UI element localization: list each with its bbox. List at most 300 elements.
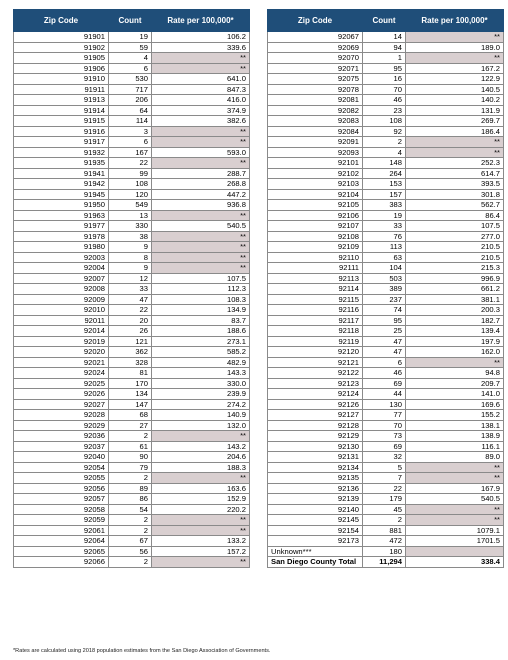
left-table-body bbox=[14, 32, 250, 568]
rate-cell: 1701.5 bbox=[406, 536, 504, 547]
count-cell: 6 bbox=[363, 357, 406, 368]
rate-header: Rate per 100,000* bbox=[406, 10, 504, 32]
count-cell: 180 bbox=[363, 546, 406, 557]
rate-cell: ** bbox=[152, 473, 250, 484]
table-row bbox=[14, 105, 250, 116]
zip-cell: 92108 bbox=[268, 231, 363, 242]
rate-cell: 107.5 bbox=[152, 273, 250, 284]
table-row bbox=[268, 137, 504, 148]
count-cell: 94 bbox=[363, 42, 406, 53]
table-row bbox=[14, 179, 250, 190]
zip-cell: 92154 bbox=[268, 525, 363, 536]
count-cell: 63 bbox=[363, 252, 406, 263]
count-cell: 264 bbox=[363, 168, 406, 179]
zip-cell: 91915 bbox=[14, 116, 109, 127]
table-row bbox=[14, 378, 250, 389]
zip-cell: 92084 bbox=[268, 126, 363, 137]
count-cell: 2 bbox=[109, 525, 152, 536]
table-row bbox=[14, 431, 250, 442]
count-cell: 47 bbox=[363, 347, 406, 358]
count-cell: 717 bbox=[109, 84, 152, 95]
zip-cell: 92129 bbox=[268, 431, 363, 442]
zip-cell: 92093 bbox=[268, 147, 363, 158]
rate-cell: 106.2 bbox=[152, 32, 250, 43]
count-header: Count bbox=[363, 10, 406, 32]
table-row bbox=[268, 410, 504, 421]
table-row bbox=[14, 441, 250, 452]
table-row bbox=[268, 147, 504, 158]
table-row bbox=[268, 126, 504, 137]
rate-cell: 157.2 bbox=[152, 546, 250, 557]
rate-cell: 540.5 bbox=[406, 494, 504, 505]
zip-cell: 92134 bbox=[268, 462, 363, 473]
rate-cell: ** bbox=[152, 158, 250, 169]
zip-cell: 92123 bbox=[268, 378, 363, 389]
rate-cell: 132.0 bbox=[152, 420, 250, 431]
count-cell: 79 bbox=[109, 462, 152, 473]
table-row bbox=[268, 273, 504, 284]
zip-header: Zip Code bbox=[14, 10, 109, 32]
table-row bbox=[268, 378, 504, 389]
count-cell: 19 bbox=[363, 210, 406, 221]
zip-cell: 92104 bbox=[268, 189, 363, 200]
zip-cell: 91914 bbox=[14, 105, 109, 116]
table-row bbox=[268, 221, 504, 232]
rate-cell: 140.9 bbox=[152, 410, 250, 421]
zip-cell: 92082 bbox=[268, 105, 363, 116]
rate-cell: 139.4 bbox=[406, 326, 504, 337]
rate-cell: ** bbox=[406, 32, 504, 43]
zip-cell: 92107 bbox=[268, 221, 363, 232]
rate-cell: 188.3 bbox=[152, 462, 250, 473]
table-row bbox=[268, 74, 504, 85]
zip-cell: 92004 bbox=[14, 263, 109, 274]
table-row bbox=[14, 294, 250, 305]
zip-cell: 91941 bbox=[14, 168, 109, 179]
count-cell: 44 bbox=[363, 389, 406, 400]
rate-cell: 215.3 bbox=[406, 263, 504, 274]
table-row bbox=[14, 147, 250, 158]
table-row bbox=[14, 53, 250, 64]
count-cell: 22 bbox=[363, 483, 406, 494]
table-row bbox=[268, 168, 504, 179]
count-cell: 148 bbox=[363, 158, 406, 169]
table-row bbox=[268, 242, 504, 253]
zip-cell: 92091 bbox=[268, 137, 363, 148]
table-row bbox=[14, 410, 250, 421]
zip-cell: 92056 bbox=[14, 483, 109, 494]
zip-cell: 92106 bbox=[268, 210, 363, 221]
table-row bbox=[268, 389, 504, 400]
total-rate: 338.4 bbox=[406, 557, 504, 568]
count-cell: 383 bbox=[363, 200, 406, 211]
table-row bbox=[268, 473, 504, 484]
count-cell: 549 bbox=[109, 200, 152, 211]
count-cell: 73 bbox=[363, 431, 406, 442]
count-cell: 3 bbox=[109, 126, 152, 137]
table-row bbox=[14, 483, 250, 494]
rate-cell: 996.9 bbox=[406, 273, 504, 284]
count-cell: 5 bbox=[363, 462, 406, 473]
rate-cell: 94.8 bbox=[406, 368, 504, 379]
rate-cell: 661.2 bbox=[406, 284, 504, 295]
zip-cell: 92025 bbox=[14, 378, 109, 389]
zip-cell: 92020 bbox=[14, 347, 109, 358]
table-row bbox=[268, 326, 504, 337]
rate-cell: 936.8 bbox=[152, 200, 250, 211]
count-cell: 38 bbox=[109, 231, 152, 242]
zip-cell: 91978 bbox=[14, 231, 109, 242]
count-cell: 881 bbox=[363, 525, 406, 536]
zip-cell: 92037 bbox=[14, 441, 109, 452]
count-cell: 6 bbox=[109, 137, 152, 148]
count-cell: 67 bbox=[109, 536, 152, 547]
count-cell: 2 bbox=[109, 515, 152, 526]
count-cell: 9 bbox=[109, 242, 152, 253]
zip-cell: 92173 bbox=[268, 536, 363, 547]
rate-cell: 252.3 bbox=[406, 158, 504, 169]
rate-cell: 122.9 bbox=[406, 74, 504, 85]
rate-cell: 152.9 bbox=[152, 494, 250, 505]
count-cell: 2 bbox=[363, 137, 406, 148]
table-row bbox=[14, 504, 250, 515]
rate-cell: ** bbox=[152, 263, 250, 274]
zip-cell: 92011 bbox=[14, 315, 109, 326]
zip-cell: 92029 bbox=[14, 420, 109, 431]
zip-cell: 92121 bbox=[268, 357, 363, 368]
zip-cell: 92059 bbox=[14, 515, 109, 526]
count-cell: 6 bbox=[109, 63, 152, 74]
zip-cell: 91977 bbox=[14, 221, 109, 232]
count-cell: 92 bbox=[363, 126, 406, 137]
count-cell: 77 bbox=[363, 410, 406, 421]
count-cell: 33 bbox=[363, 221, 406, 232]
count-cell: 47 bbox=[109, 294, 152, 305]
rate-cell: 1079.1 bbox=[406, 525, 504, 536]
count-cell: 69 bbox=[363, 378, 406, 389]
count-cell: 27 bbox=[109, 420, 152, 431]
right-table-body bbox=[268, 32, 504, 557]
rate-cell: 140.2 bbox=[406, 95, 504, 106]
zip-cell: 91906 bbox=[14, 63, 109, 74]
zip-cell: 91901 bbox=[14, 32, 109, 43]
zip-cell: 92115 bbox=[268, 294, 363, 305]
count-cell: 120 bbox=[109, 189, 152, 200]
rate-cell: 155.2 bbox=[406, 410, 504, 421]
table-row bbox=[268, 431, 504, 442]
count-cell: 70 bbox=[363, 84, 406, 95]
table-row bbox=[14, 42, 250, 53]
count-cell: 472 bbox=[363, 536, 406, 547]
zip-cell: 92102 bbox=[268, 168, 363, 179]
table-row bbox=[268, 494, 504, 505]
table-row bbox=[14, 557, 250, 568]
rate-cell: ** bbox=[152, 63, 250, 74]
rate-cell: 585.2 bbox=[152, 347, 250, 358]
table-row bbox=[268, 452, 504, 463]
zip-cell: 92118 bbox=[268, 326, 363, 337]
rate-cell: ** bbox=[152, 242, 250, 253]
table-row bbox=[14, 389, 250, 400]
rate-cell: 339.6 bbox=[152, 42, 250, 53]
rate-cell: 540.5 bbox=[152, 221, 250, 232]
count-cell: 54 bbox=[109, 504, 152, 515]
zip-cell: 92135 bbox=[268, 473, 363, 484]
zip-cell: 92019 bbox=[14, 336, 109, 347]
count-cell: 153 bbox=[363, 179, 406, 190]
rate-cell: 169.6 bbox=[406, 399, 504, 410]
table-row bbox=[268, 336, 504, 347]
zip-cell: 91942 bbox=[14, 179, 109, 190]
table-row bbox=[14, 357, 250, 368]
count-cell: 7 bbox=[363, 473, 406, 484]
zip-cell: 92101 bbox=[268, 158, 363, 169]
table-row bbox=[268, 504, 504, 515]
count-cell: 95 bbox=[363, 315, 406, 326]
zip-cell: 91917 bbox=[14, 137, 109, 148]
count-cell: 89 bbox=[109, 483, 152, 494]
table-row bbox=[268, 189, 504, 200]
count-cell: 95 bbox=[363, 63, 406, 74]
rate-cell: 209.7 bbox=[406, 378, 504, 389]
table-row bbox=[14, 63, 250, 74]
table-row bbox=[268, 536, 504, 547]
zip-cell: 92009 bbox=[14, 294, 109, 305]
zip-cell: 92071 bbox=[268, 63, 363, 74]
zip-cell: 92010 bbox=[14, 305, 109, 316]
table-row bbox=[268, 231, 504, 242]
table-row bbox=[268, 252, 504, 263]
table-row bbox=[14, 252, 250, 263]
table-row bbox=[14, 326, 250, 337]
table-row bbox=[268, 42, 504, 53]
zip-cell: 92131 bbox=[268, 452, 363, 463]
rate-cell: 210.5 bbox=[406, 242, 504, 253]
rate-cell: 277.0 bbox=[406, 231, 504, 242]
table-row bbox=[268, 95, 504, 106]
rate-cell: 162.0 bbox=[406, 347, 504, 358]
zip-cell: 92145 bbox=[268, 515, 363, 526]
table-row bbox=[14, 32, 250, 43]
rate-cell bbox=[406, 546, 504, 557]
count-cell: 68 bbox=[109, 410, 152, 421]
zip-cell: 92003 bbox=[14, 252, 109, 263]
rate-cell: 133.2 bbox=[152, 536, 250, 547]
rate-cell: 374.9 bbox=[152, 105, 250, 116]
rate-cell: 189.0 bbox=[406, 42, 504, 53]
table-row bbox=[268, 63, 504, 74]
table-row bbox=[14, 462, 250, 473]
zip-cell: 92008 bbox=[14, 284, 109, 295]
count-cell: 2 bbox=[363, 515, 406, 526]
rate-cell: ** bbox=[406, 515, 504, 526]
count-cell: 22 bbox=[109, 305, 152, 316]
rate-cell: 138.9 bbox=[406, 431, 504, 442]
rate-cell: 107.5 bbox=[406, 221, 504, 232]
count-cell: 46 bbox=[363, 95, 406, 106]
table-row bbox=[14, 116, 250, 127]
count-cell: 114 bbox=[109, 116, 152, 127]
table-row bbox=[268, 315, 504, 326]
table-row bbox=[14, 263, 250, 274]
zip-cell: 92128 bbox=[268, 420, 363, 431]
rate-cell: 269.7 bbox=[406, 116, 504, 127]
table-row bbox=[14, 420, 250, 431]
zip-cell: 92113 bbox=[268, 273, 363, 284]
count-cell: 328 bbox=[109, 357, 152, 368]
zip-cell: 92119 bbox=[268, 336, 363, 347]
left-zip-table bbox=[13, 9, 250, 568]
rate-cell: 163.6 bbox=[152, 483, 250, 494]
rate-header: Rate per 100,000* bbox=[152, 10, 250, 32]
zip-cell: 92078 bbox=[268, 84, 363, 95]
count-cell: 64 bbox=[109, 105, 152, 116]
zip-cell: 92067 bbox=[268, 32, 363, 43]
table-row bbox=[268, 420, 504, 431]
rate-cell: 204.6 bbox=[152, 452, 250, 463]
count-cell: 59 bbox=[109, 42, 152, 53]
count-cell: 9 bbox=[109, 263, 152, 274]
zip-cell: 92105 bbox=[268, 200, 363, 211]
table-row bbox=[14, 347, 250, 358]
rate-cell: 200.3 bbox=[406, 305, 504, 316]
table-row bbox=[14, 515, 250, 526]
zip-cell: 92109 bbox=[268, 242, 363, 253]
rate-cell: 112.3 bbox=[152, 284, 250, 295]
table-row bbox=[268, 210, 504, 221]
rate-cell: 89.0 bbox=[406, 452, 504, 463]
table-row bbox=[268, 347, 504, 358]
table-row bbox=[268, 515, 504, 526]
count-cell: 362 bbox=[109, 347, 152, 358]
zip-cell: 92055 bbox=[14, 473, 109, 484]
count-cell: 1 bbox=[363, 53, 406, 64]
rate-cell: ** bbox=[152, 231, 250, 242]
count-cell: 108 bbox=[109, 179, 152, 190]
count-cell: 130 bbox=[363, 399, 406, 410]
table-row bbox=[268, 294, 504, 305]
zip-cell: 92117 bbox=[268, 315, 363, 326]
total-row bbox=[268, 557, 504, 568]
count-cell: 389 bbox=[363, 284, 406, 295]
zip-cell: 91911 bbox=[14, 84, 109, 95]
table-row bbox=[14, 284, 250, 295]
zip-cell: 92083 bbox=[268, 116, 363, 127]
count-header: Count bbox=[109, 10, 152, 32]
count-cell: 206 bbox=[109, 95, 152, 106]
zip-cell: 92075 bbox=[268, 74, 363, 85]
total-label: San Diego County Total bbox=[268, 557, 363, 568]
count-cell: 157 bbox=[363, 189, 406, 200]
zip-cell: 91950 bbox=[14, 200, 109, 211]
zip-cell: 92140 bbox=[268, 504, 363, 515]
zip-cell: 91935 bbox=[14, 158, 109, 169]
table-row bbox=[268, 32, 504, 43]
rate-cell: 330.0 bbox=[152, 378, 250, 389]
rate-cell: 416.0 bbox=[152, 95, 250, 106]
rate-cell: 382.6 bbox=[152, 116, 250, 127]
zip-cell: 92040 bbox=[14, 452, 109, 463]
zip-cell: 92007 bbox=[14, 273, 109, 284]
zip-cell: 91913 bbox=[14, 95, 109, 106]
zip-cell: 92111 bbox=[268, 263, 363, 274]
zip-cell: 92136 bbox=[268, 483, 363, 494]
rate-cell: 847.3 bbox=[152, 84, 250, 95]
zip-cell: 92081 bbox=[268, 95, 363, 106]
count-cell: 47 bbox=[363, 336, 406, 347]
count-cell: 56 bbox=[109, 546, 152, 557]
count-cell: 19 bbox=[109, 32, 152, 43]
count-cell: 2 bbox=[109, 557, 152, 568]
rate-cell: 641.0 bbox=[152, 74, 250, 85]
count-cell: 90 bbox=[109, 452, 152, 463]
rate-cell: ** bbox=[406, 473, 504, 484]
table-row bbox=[14, 368, 250, 379]
table-row bbox=[268, 284, 504, 295]
count-cell: 86 bbox=[109, 494, 152, 505]
count-cell: 503 bbox=[363, 273, 406, 284]
table-row bbox=[14, 315, 250, 326]
count-cell: 74 bbox=[363, 305, 406, 316]
count-cell: 330 bbox=[109, 221, 152, 232]
count-cell: 26 bbox=[109, 326, 152, 337]
count-cell: 4 bbox=[109, 53, 152, 64]
count-cell: 70 bbox=[363, 420, 406, 431]
rate-cell: 614.7 bbox=[406, 168, 504, 179]
rate-cell: 197.9 bbox=[406, 336, 504, 347]
table-row bbox=[268, 441, 504, 452]
zip-cell: 91916 bbox=[14, 126, 109, 137]
zip-cell: 91980 bbox=[14, 242, 109, 253]
rate-cell: ** bbox=[152, 126, 250, 137]
count-cell: 12 bbox=[109, 273, 152, 284]
count-cell: 81 bbox=[109, 368, 152, 379]
rate-cell: 167.9 bbox=[406, 483, 504, 494]
header-row bbox=[14, 10, 250, 32]
count-cell: 530 bbox=[109, 74, 152, 85]
rate-cell: ** bbox=[406, 137, 504, 148]
count-cell: 32 bbox=[363, 452, 406, 463]
footnote: *Rates are calculated using 2018 population estimates from the San Diego Association of Governments. bbox=[13, 648, 271, 654]
rate-cell: 138.1 bbox=[406, 420, 504, 431]
rate-cell: 182.7 bbox=[406, 315, 504, 326]
rate-cell: 562.7 bbox=[406, 200, 504, 211]
table-row bbox=[268, 200, 504, 211]
table-row bbox=[14, 95, 250, 106]
table-row bbox=[268, 368, 504, 379]
count-cell: 8 bbox=[109, 252, 152, 263]
count-cell: 179 bbox=[363, 494, 406, 505]
table-row bbox=[268, 357, 504, 368]
rate-cell: 86.4 bbox=[406, 210, 504, 221]
zip-cell: 91963 bbox=[14, 210, 109, 221]
rate-cell: 134.9 bbox=[152, 305, 250, 316]
rate-cell: 447.2 bbox=[152, 189, 250, 200]
rate-cell: 116.1 bbox=[406, 441, 504, 452]
table-row bbox=[14, 242, 250, 253]
count-cell: 113 bbox=[363, 242, 406, 253]
table-row bbox=[14, 84, 250, 95]
zip-cell: 92065 bbox=[14, 546, 109, 557]
table-row bbox=[14, 452, 250, 463]
rate-cell: 273.1 bbox=[152, 336, 250, 347]
count-cell: 237 bbox=[363, 294, 406, 305]
zip-cell: 92120 bbox=[268, 347, 363, 358]
rate-cell: 186.4 bbox=[406, 126, 504, 137]
rate-cell: ** bbox=[152, 525, 250, 536]
rate-cell: 393.5 bbox=[406, 179, 504, 190]
rate-cell: 188.6 bbox=[152, 326, 250, 337]
